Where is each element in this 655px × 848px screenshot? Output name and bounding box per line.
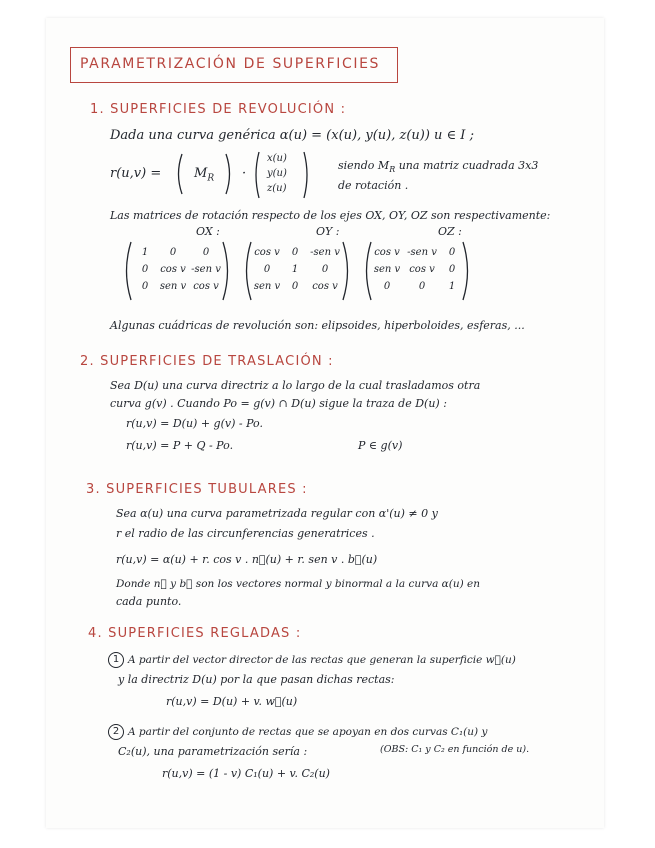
- section-3-heading: 3. SUPERFICIES TUBULARES :: [86, 482, 308, 497]
- siendo-part1: siendo M: [338, 159, 390, 172]
- cell: 0: [291, 281, 299, 292]
- cell: 0: [141, 281, 149, 292]
- matrices-intro: Las matrices de rotación respecto de los ejes OX, OY, OZ son respectivamente:: [110, 209, 551, 222]
- matrix-ox: [132, 244, 224, 295]
- vector-z: z(u): [267, 183, 287, 194]
- s3-line5: cada punto.: [116, 595, 182, 608]
- s1-r-lhs: r(u,v) =: [110, 166, 162, 181]
- s3-formula: r(u,v) = α(u) + r. cos v . n⃗(u) + r. sen v . b⃗(u): [116, 553, 378, 566]
- cell: sen v: [159, 281, 187, 292]
- cell: 1: [448, 281, 456, 292]
- s3-line4: Donde n⃗ y b⃗ son los vectores normal y binormal a la curva α(u) en: [116, 578, 481, 590]
- mr-subscript: R: [207, 173, 215, 184]
- cell: 0: [383, 281, 391, 292]
- cell: cos v: [160, 264, 186, 275]
- cuadricas-line: Algunas cuádricas de revolución son: elipsoides, hiperboloides, esferas, ...: [110, 319, 525, 332]
- label-ox: OX :: [196, 225, 220, 238]
- cell: 1: [291, 264, 299, 275]
- vector-y: y(u): [267, 168, 287, 179]
- mr-symbol: [194, 166, 214, 187]
- section-2-heading: 2. SUPERFICIES DE TRASLACIÓN :: [80, 354, 334, 369]
- cell: cos v: [374, 247, 400, 258]
- section-1-heading: 1. SUPERFICIES DE REVOLUCIÓN :: [90, 102, 347, 117]
- cell: 1: [141, 247, 149, 258]
- cell: 0: [448, 264, 456, 275]
- label-oy: OY :: [316, 225, 340, 238]
- cell: -sen v: [407, 247, 437, 258]
- cell: sen v: [373, 264, 401, 275]
- cell: 0: [321, 264, 329, 275]
- siendo-line2: de rotación .: [338, 179, 409, 192]
- cell: 0: [418, 281, 426, 292]
- cell: cos v: [312, 281, 338, 292]
- cell: -sen v: [191, 264, 221, 275]
- s2-formula1: r(u,v) = D(u) + g(v) - Po.: [126, 417, 263, 430]
- cell: cos v: [193, 281, 219, 292]
- s2-p-in-g: P ∈ g(v): [358, 439, 403, 452]
- dot-operator: ·: [242, 166, 247, 181]
- s2-formula2: r(u,v) = P + Q - Po.: [126, 439, 234, 452]
- s2-line1: Sea D(u) una curva directriz a lo largo de la cual trasladamos otra: [110, 379, 481, 392]
- s4-obs-note: (OBS: C₁ y C₂ en función de u).: [380, 744, 530, 755]
- cell: 0: [141, 264, 149, 275]
- cell: -sen v: [310, 247, 340, 258]
- cell: cos v: [409, 264, 435, 275]
- s4-item2-line1: A partir del conjunto de rectas que se apoyan en dos curvas C₁(u) y: [128, 726, 488, 738]
- siendo-part2: una matriz cuadrada 3x3: [395, 159, 539, 172]
- s4-item2-formula: r(u,v) = (1 - v) C₁(u) + v. C₂(u): [162, 767, 330, 780]
- xyz-vector: [267, 151, 287, 196]
- item-1-circle: 1: [108, 652, 124, 668]
- cell: 0: [448, 247, 456, 258]
- s4-item2-line2: C₂(u), una parametrización sería :: [118, 745, 308, 758]
- s3-line1: Sea α(u) una curva parametrizada regular con α'(u) ≠ 0 y: [116, 507, 438, 520]
- s3-line2: r el radio de las circunferencias generatrices .: [116, 527, 375, 540]
- notebook-page: [46, 18, 604, 828]
- page-title: PARAMETRIZACIÓN DE SUPERFICIES: [80, 56, 381, 72]
- s4-item1-line1: A partir del vector director de las rectas que generan la superficie w⃗(u): [128, 654, 516, 666]
- item-2-circle: 2: [108, 724, 124, 740]
- cell: 0: [263, 264, 271, 275]
- section-4-heading: 4. SUPERFICIES REGLADAS :: [88, 626, 302, 641]
- cell: cos v: [254, 247, 280, 258]
- vector-x: x(u): [267, 153, 287, 164]
- cell: 0: [202, 247, 210, 258]
- s4-item1-line2: y la directriz D(u) por la que pasan dichas rectas:: [118, 673, 395, 686]
- matrix-oy: [250, 244, 344, 295]
- s2-line2: curva g(v) . Cuando Po = g(v) ∩ D(u) sigue la traza de D(u) :: [110, 397, 447, 410]
- label-oz: OZ :: [438, 225, 462, 238]
- siendo-sub: R: [389, 165, 396, 175]
- cell: sen v: [253, 281, 281, 292]
- matrix-oz: [370, 244, 464, 295]
- cell: 0: [291, 247, 299, 258]
- siendo-text: [338, 158, 538, 178]
- s1-line1: Dada una curva genérica α(u) = (x(u), y(u), z(u)) u ∈ I ;: [110, 128, 474, 143]
- cell: 0: [169, 247, 177, 258]
- mr-letter: M: [194, 166, 208, 181]
- s4-item1-formula: r(u,v) = D(u) + v. w⃗(u): [166, 695, 298, 708]
